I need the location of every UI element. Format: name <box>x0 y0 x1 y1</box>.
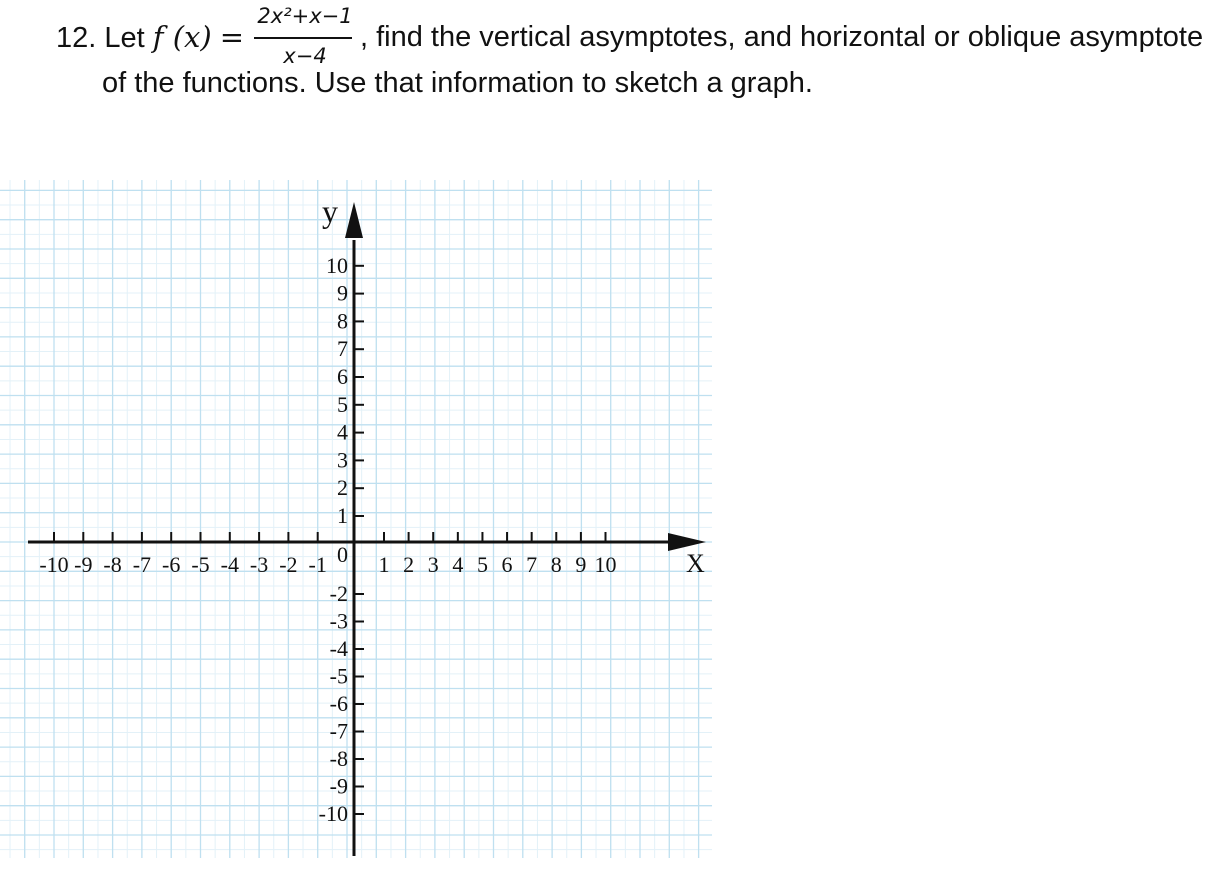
x-tick-label: -2 <box>279 552 298 577</box>
x-tick-label: -9 <box>74 552 93 577</box>
x-axis-label: X <box>686 549 705 578</box>
question <box>0 0 1231 120</box>
x-tick-label: 7 <box>526 552 538 577</box>
x-tick-label: -7 <box>132 552 152 577</box>
y-tick-label: 3 <box>337 447 348 473</box>
y-tick-label: 10 <box>326 252 348 278</box>
question-line-1-rest: , find the vertical asymptotes, and horizontal or oblique asymptote <box>360 21 1204 53</box>
y-tick-label: 2 <box>337 475 348 501</box>
axes <box>28 202 706 856</box>
x-tick-label: -10 <box>39 552 69 577</box>
fraction-bar <box>254 37 352 39</box>
x-tick-label: -1 <box>308 552 327 577</box>
x-tick-label: 10 <box>594 552 617 577</box>
y-tick-label: 5 <box>337 391 348 417</box>
fraction <box>250 4 360 68</box>
y-tick-label: 1 <box>337 503 348 528</box>
x-tick-label: 4 <box>452 552 464 577</box>
coordinate-grid <box>0 180 720 870</box>
y-tick-label: -4 <box>329 636 348 661</box>
y-tick-label: -3 <box>329 608 348 634</box>
y-tick-label: 9 <box>337 280 348 306</box>
question-number: 12. <box>56 22 97 54</box>
x-tick-label: -4 <box>220 552 239 577</box>
question-line-2: of the functions. Use that information to sketch a graph. <box>102 67 813 99</box>
y-tick-label: 6 <box>337 364 348 389</box>
y-tick-label: -2 <box>329 581 348 606</box>
x-tick-label: 2 <box>403 552 415 577</box>
x-tick-label: -6 <box>162 552 181 577</box>
tick-labels <box>39 193 705 826</box>
y-tick-label: 4 <box>337 419 348 445</box>
y-tick-label: -8 <box>329 746 348 771</box>
fraction-denominator: x−4 <box>283 44 327 68</box>
x-tick-label: 6 <box>501 552 513 577</box>
origin-label: 0 <box>337 542 348 567</box>
y-tick-label: 7 <box>337 336 348 362</box>
x-tick-label: -5 <box>191 552 210 577</box>
equals-sign: = <box>219 20 245 54</box>
x-tick-label: -3 <box>249 552 269 577</box>
y-tick-label: -10 <box>318 801 348 826</box>
function-name: f (x) <box>152 20 212 54</box>
y-tick-label: -7 <box>329 718 348 744</box>
question-lead: Let <box>104 22 145 54</box>
x-tick-label: 9 <box>575 552 587 577</box>
question-line-1 <box>56 20 244 55</box>
x-tick-label: 8 <box>550 552 562 577</box>
x-tick-label: 3 <box>427 552 439 577</box>
y-tick-label: 8 <box>337 308 348 334</box>
fraction-numerator: 2x²+x−1 <box>257 4 353 28</box>
x-tick-label: 5 <box>476 552 488 577</box>
y-tick-label: -5 <box>329 663 348 689</box>
x-tick-label: -8 <box>103 552 122 577</box>
y-axis-label: y <box>322 193 338 229</box>
grid-lines <box>0 180 712 858</box>
y-tick-label: -6 <box>329 691 348 716</box>
y-tick-label: -9 <box>329 773 348 799</box>
x-tick-label: 1 <box>378 552 390 577</box>
